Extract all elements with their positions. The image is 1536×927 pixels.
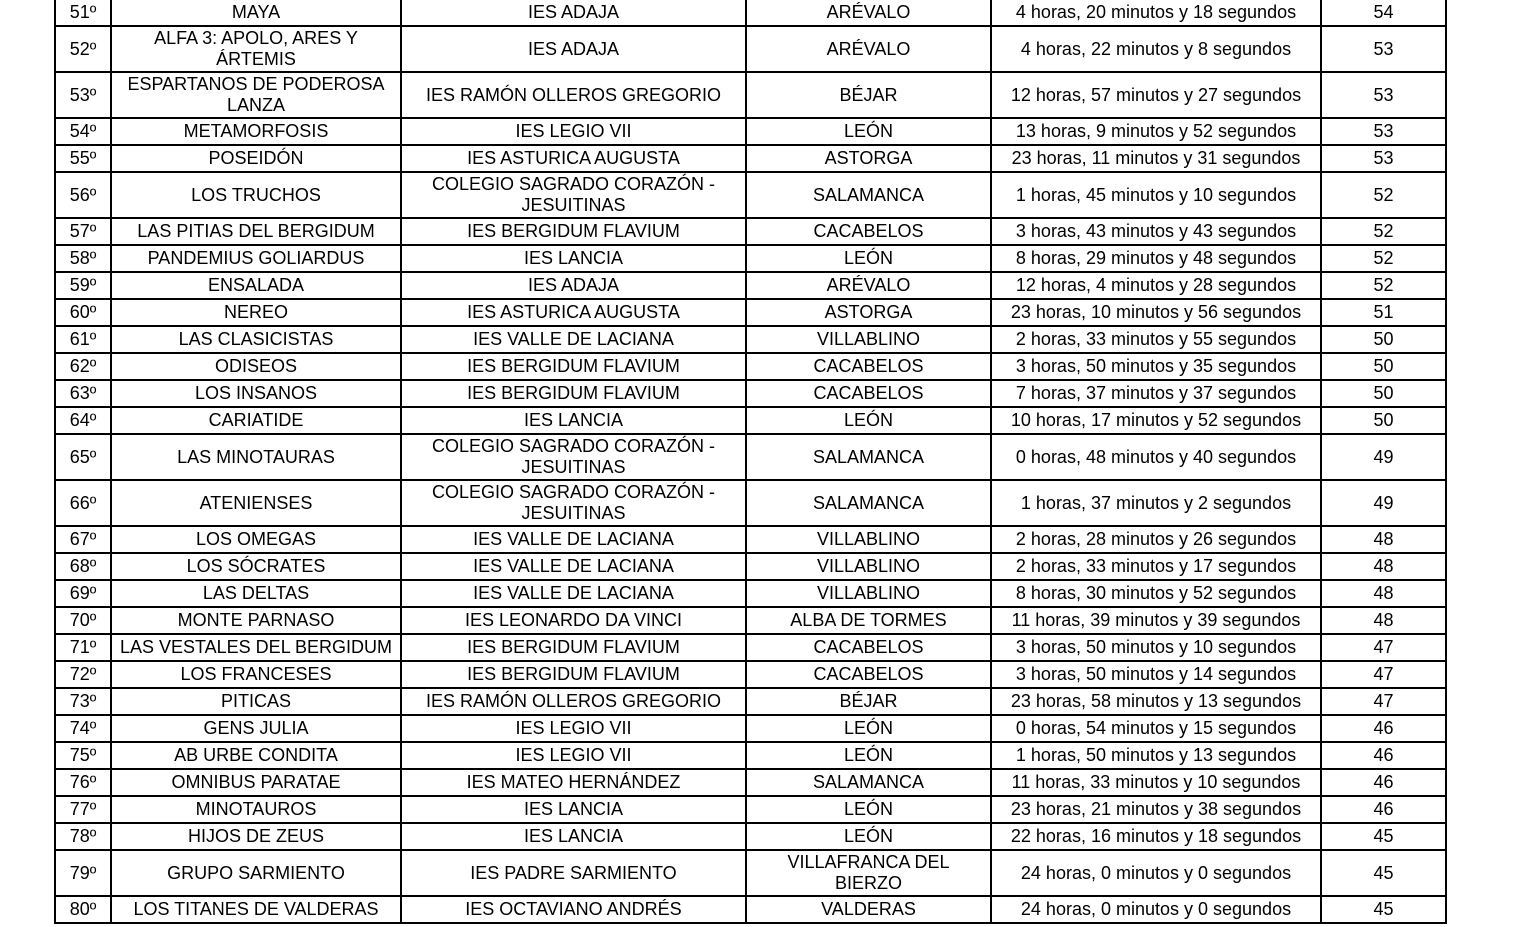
school-cell: IES VALLE DE LACIANA: [401, 580, 746, 607]
rank-cell: 76º: [55, 769, 111, 796]
score-cell: 45: [1321, 823, 1446, 850]
school-cell: IES ADAJA: [401, 26, 746, 72]
school-cell: IES BERGIDUM FLAVIUM: [401, 353, 746, 380]
team-cell: CARIATIDE: [111, 407, 401, 434]
team-cell: ATENIENSES: [111, 480, 401, 526]
rank-cell: 68º: [55, 553, 111, 580]
rank-cell: 71º: [55, 634, 111, 661]
table-row: [55, 796, 1446, 823]
school-cell: IES VALLE DE LACIANA: [401, 526, 746, 553]
rank-cell: 74º: [55, 715, 111, 742]
score-cell: 53: [1321, 118, 1446, 145]
time-cell: 1 horas, 50 minutos y 13 segundos: [991, 742, 1321, 769]
table-row: [55, 118, 1446, 145]
city-cell: SALAMANCA: [746, 480, 991, 526]
school-cell: IES BERGIDUM FLAVIUM: [401, 634, 746, 661]
time-cell: 8 horas, 30 minutos y 52 segundos: [991, 580, 1321, 607]
school-cell: COLEGIO SAGRADO CORAZÓN - JESUITINAS: [401, 172, 746, 218]
time-cell: 10 horas, 17 minutos y 52 segundos: [991, 407, 1321, 434]
time-cell: 1 horas, 45 minutos y 10 segundos: [991, 172, 1321, 218]
rank-cell: 51º: [55, 0, 111, 26]
city-cell: BÉJAR: [746, 688, 991, 715]
school-cell: COLEGIO SAGRADO CORAZÓN - JESUITINAS: [401, 480, 746, 526]
city-cell: ALBA DE TORMES: [746, 607, 991, 634]
team-cell: ENSALADA: [111, 272, 401, 299]
school-cell: IES BERGIDUM FLAVIUM: [401, 380, 746, 407]
city-cell: LEÓN: [746, 245, 991, 272]
rank-cell: 69º: [55, 580, 111, 607]
score-cell: 50: [1321, 380, 1446, 407]
city-cell: VILLABLINO: [746, 553, 991, 580]
score-cell: 48: [1321, 526, 1446, 553]
score-cell: 46: [1321, 769, 1446, 796]
score-cell: 47: [1321, 661, 1446, 688]
time-cell: 1 horas, 37 minutos y 2 segundos: [991, 480, 1321, 526]
time-cell: 7 horas, 37 minutos y 37 segundos: [991, 380, 1321, 407]
city-cell: LEÓN: [746, 796, 991, 823]
city-cell: CACABELOS: [746, 353, 991, 380]
score-cell: 45: [1321, 896, 1446, 923]
team-cell: LOS TITANES DE VALDERAS: [111, 896, 401, 923]
city-cell: ASTORGA: [746, 145, 991, 172]
score-cell: 49: [1321, 434, 1446, 480]
score-cell: 47: [1321, 634, 1446, 661]
school-cell: IES VALLE DE LACIANA: [401, 553, 746, 580]
table-row: [55, 145, 1446, 172]
table-row: [55, 326, 1446, 353]
rank-cell: 53º: [55, 72, 111, 118]
school-cell: IES LANCIA: [401, 407, 746, 434]
rank-cell: 55º: [55, 145, 111, 172]
rank-cell: 73º: [55, 688, 111, 715]
city-cell: LEÓN: [746, 823, 991, 850]
rank-cell: 56º: [55, 172, 111, 218]
team-cell: ESPARTANOS DE PODEROSA LANZA: [111, 72, 401, 118]
time-cell: 23 horas, 21 minutos y 38 segundos: [991, 796, 1321, 823]
table-row: [55, 580, 1446, 607]
table-row: [55, 823, 1446, 850]
score-cell: 47: [1321, 688, 1446, 715]
team-cell: MINOTAUROS: [111, 796, 401, 823]
table-row: [55, 688, 1446, 715]
table-row: [55, 407, 1446, 434]
table-row: [55, 434, 1446, 480]
time-cell: 13 horas, 9 minutos y 52 segundos: [991, 118, 1321, 145]
rank-cell: 62º: [55, 353, 111, 380]
school-cell: COLEGIO SAGRADO CORAZÓN - JESUITINAS: [401, 434, 746, 480]
score-cell: 52: [1321, 272, 1446, 299]
rank-cell: 67º: [55, 526, 111, 553]
time-cell: 23 horas, 58 minutos y 13 segundos: [991, 688, 1321, 715]
team-cell: LAS VESTALES DEL BERGIDUM: [111, 634, 401, 661]
school-cell: IES LEGIO VII: [401, 118, 746, 145]
city-cell: LEÓN: [746, 715, 991, 742]
team-cell: PITICAS: [111, 688, 401, 715]
team-cell: LOS TRUCHOS: [111, 172, 401, 218]
rank-cell: 65º: [55, 434, 111, 480]
time-cell: 24 horas, 0 minutos y 0 segundos: [991, 896, 1321, 923]
score-cell: 52: [1321, 172, 1446, 218]
team-cell: GENS JULIA: [111, 715, 401, 742]
table-row: [55, 769, 1446, 796]
rank-cell: 59º: [55, 272, 111, 299]
rank-cell: 70º: [55, 607, 111, 634]
table-row: [55, 896, 1446, 923]
team-cell: LOS OMEGAS: [111, 526, 401, 553]
time-cell: 4 horas, 20 minutos y 18 segundos: [991, 0, 1321, 26]
table-row: [55, 218, 1446, 245]
table-row: [55, 607, 1446, 634]
table-row: [55, 353, 1446, 380]
city-cell: VILLABLINO: [746, 326, 991, 353]
time-cell: 2 horas, 28 minutos y 26 segundos: [991, 526, 1321, 553]
score-cell: 49: [1321, 480, 1446, 526]
table-row: [55, 742, 1446, 769]
score-cell: 50: [1321, 407, 1446, 434]
score-cell: 48: [1321, 553, 1446, 580]
team-cell: LAS PITIAS DEL BERGIDUM: [111, 218, 401, 245]
table-row: [55, 661, 1446, 688]
time-cell: 3 horas, 50 minutos y 35 segundos: [991, 353, 1321, 380]
city-cell: VALDERAS: [746, 896, 991, 923]
rank-cell: 63º: [55, 380, 111, 407]
table-row: [55, 634, 1446, 661]
school-cell: IES MATEO HERNÁNDEZ: [401, 769, 746, 796]
table-row: [55, 0, 1446, 26]
city-cell: CACABELOS: [746, 218, 991, 245]
school-cell: IES ASTURICA AUGUSTA: [401, 299, 746, 326]
rank-cell: 80º: [55, 896, 111, 923]
school-cell: IES ADAJA: [401, 0, 746, 26]
rank-cell: 52º: [55, 26, 111, 72]
rank-cell: 64º: [55, 407, 111, 434]
time-cell: 0 horas, 54 minutos y 15 segundos: [991, 715, 1321, 742]
rank-cell: 78º: [55, 823, 111, 850]
time-cell: 23 horas, 11 minutos y 31 segundos: [991, 145, 1321, 172]
rank-cell: 77º: [55, 796, 111, 823]
table-row: [55, 526, 1446, 553]
score-cell: 46: [1321, 796, 1446, 823]
city-cell: LEÓN: [746, 118, 991, 145]
city-cell: CACABELOS: [746, 634, 991, 661]
score-cell: 51: [1321, 299, 1446, 326]
time-cell: 8 horas, 29 minutos y 48 segundos: [991, 245, 1321, 272]
time-cell: 3 horas, 50 minutos y 14 segundos: [991, 661, 1321, 688]
rank-cell: 66º: [55, 480, 111, 526]
city-cell: LEÓN: [746, 407, 991, 434]
table-row: [55, 715, 1446, 742]
score-cell: 48: [1321, 607, 1446, 634]
rank-cell: 57º: [55, 218, 111, 245]
time-cell: 2 horas, 33 minutos y 17 segundos: [991, 553, 1321, 580]
score-cell: 53: [1321, 145, 1446, 172]
table-row: [55, 553, 1446, 580]
city-cell: VILLABLINO: [746, 580, 991, 607]
rank-cell: 75º: [55, 742, 111, 769]
school-cell: IES ADAJA: [401, 272, 746, 299]
table-row: [55, 380, 1446, 407]
table-row: [55, 172, 1446, 218]
score-cell: 52: [1321, 245, 1446, 272]
ranking-table-body: [55, 0, 1446, 923]
time-cell: 23 horas, 10 minutos y 56 segundos: [991, 299, 1321, 326]
city-cell: VILLAFRANCA DEL BIERZO: [746, 850, 991, 896]
time-cell: 3 horas, 43 minutos y 43 segundos: [991, 218, 1321, 245]
team-cell: GRUPO SARMIENTO: [111, 850, 401, 896]
team-cell: OMNIBUS PARATAE: [111, 769, 401, 796]
team-cell: LOS INSANOS: [111, 380, 401, 407]
rank-cell: 58º: [55, 245, 111, 272]
score-cell: 50: [1321, 353, 1446, 380]
team-cell: HIJOS DE ZEUS: [111, 823, 401, 850]
team-cell: ODISEOS: [111, 353, 401, 380]
team-cell: NEREO: [111, 299, 401, 326]
city-cell: ARÉVALO: [746, 0, 991, 26]
city-cell: CACABELOS: [746, 661, 991, 688]
school-cell: IES RAMÓN OLLEROS GREGORIO: [401, 688, 746, 715]
team-cell: MAYA: [111, 0, 401, 26]
table-row: [55, 72, 1446, 118]
table-row: [55, 26, 1446, 72]
score-cell: 46: [1321, 715, 1446, 742]
team-cell: POSEIDÓN: [111, 145, 401, 172]
school-cell: IES LANCIA: [401, 823, 746, 850]
time-cell: 4 horas, 22 minutos y 8 segundos: [991, 26, 1321, 72]
school-cell: IES LEGIO VII: [401, 742, 746, 769]
city-cell: SALAMANCA: [746, 769, 991, 796]
score-cell: 46: [1321, 742, 1446, 769]
time-cell: 22 horas, 16 minutos y 18 segundos: [991, 823, 1321, 850]
school-cell: IES LEONARDO DA VINCI: [401, 607, 746, 634]
team-cell: LOS FRANCESES: [111, 661, 401, 688]
school-cell: IES ASTURICA AUGUSTA: [401, 145, 746, 172]
team-cell: LAS CLASICISTAS: [111, 326, 401, 353]
city-cell: ASTORGA: [746, 299, 991, 326]
team-cell: MONTE PARNASO: [111, 607, 401, 634]
team-cell: AB URBE CONDITA: [111, 742, 401, 769]
time-cell: 2 horas, 33 minutos y 55 segundos: [991, 326, 1321, 353]
team-cell: LOS SÓCRATES: [111, 553, 401, 580]
table-row: [55, 272, 1446, 299]
table-row: [55, 480, 1446, 526]
score-cell: 45: [1321, 850, 1446, 896]
city-cell: ARÉVALO: [746, 272, 991, 299]
time-cell: 0 horas, 48 minutos y 40 segundos: [991, 434, 1321, 480]
score-cell: 48: [1321, 580, 1446, 607]
time-cell: 11 horas, 39 minutos y 39 segundos: [991, 607, 1321, 634]
city-cell: ARÉVALO: [746, 26, 991, 72]
table-row: [55, 245, 1446, 272]
city-cell: SALAMANCA: [746, 172, 991, 218]
team-cell: LAS DELTAS: [111, 580, 401, 607]
time-cell: 11 horas, 33 minutos y 10 segundos: [991, 769, 1321, 796]
score-cell: 54: [1321, 0, 1446, 26]
time-cell: 12 horas, 4 minutos y 28 segundos: [991, 272, 1321, 299]
school-cell: IES LANCIA: [401, 245, 746, 272]
city-cell: LEÓN: [746, 742, 991, 769]
school-cell: IES BERGIDUM FLAVIUM: [401, 218, 746, 245]
team-cell: PANDEMIUS GOLIARDUS: [111, 245, 401, 272]
team-cell: METAMORFOSIS: [111, 118, 401, 145]
team-cell: LAS MINOTAURAS: [111, 434, 401, 480]
table-row: [55, 850, 1446, 896]
city-cell: CACABELOS: [746, 380, 991, 407]
team-cell: ALFA 3: APOLO, ARES Y ÁRTEMIS: [111, 26, 401, 72]
rank-cell: 72º: [55, 661, 111, 688]
school-cell: IES PADRE SARMIENTO: [401, 850, 746, 896]
city-cell: VILLABLINO: [746, 526, 991, 553]
school-cell: IES BERGIDUM FLAVIUM: [401, 661, 746, 688]
rank-cell: 61º: [55, 326, 111, 353]
score-cell: 50: [1321, 326, 1446, 353]
score-cell: 53: [1321, 26, 1446, 72]
school-cell: IES VALLE DE LACIANA: [401, 326, 746, 353]
time-cell: 24 horas, 0 minutos y 0 segundos: [991, 850, 1321, 896]
city-cell: BÉJAR: [746, 72, 991, 118]
school-cell: IES LANCIA: [401, 796, 746, 823]
time-cell: 12 horas, 57 minutos y 27 segundos: [991, 72, 1321, 118]
table-row: [55, 299, 1446, 326]
school-cell: IES OCTAVIANO ANDRÉS: [401, 896, 746, 923]
ranking-table: [54, 0, 1447, 924]
rank-cell: 54º: [55, 118, 111, 145]
rank-cell: 79º: [55, 850, 111, 896]
score-cell: 53: [1321, 72, 1446, 118]
score-cell: 52: [1321, 218, 1446, 245]
time-cell: 3 horas, 50 minutos y 10 segundos: [991, 634, 1321, 661]
school-cell: IES RAMÓN OLLEROS GREGORIO: [401, 72, 746, 118]
city-cell: SALAMANCA: [746, 434, 991, 480]
rank-cell: 60º: [55, 299, 111, 326]
school-cell: IES LEGIO VII: [401, 715, 746, 742]
